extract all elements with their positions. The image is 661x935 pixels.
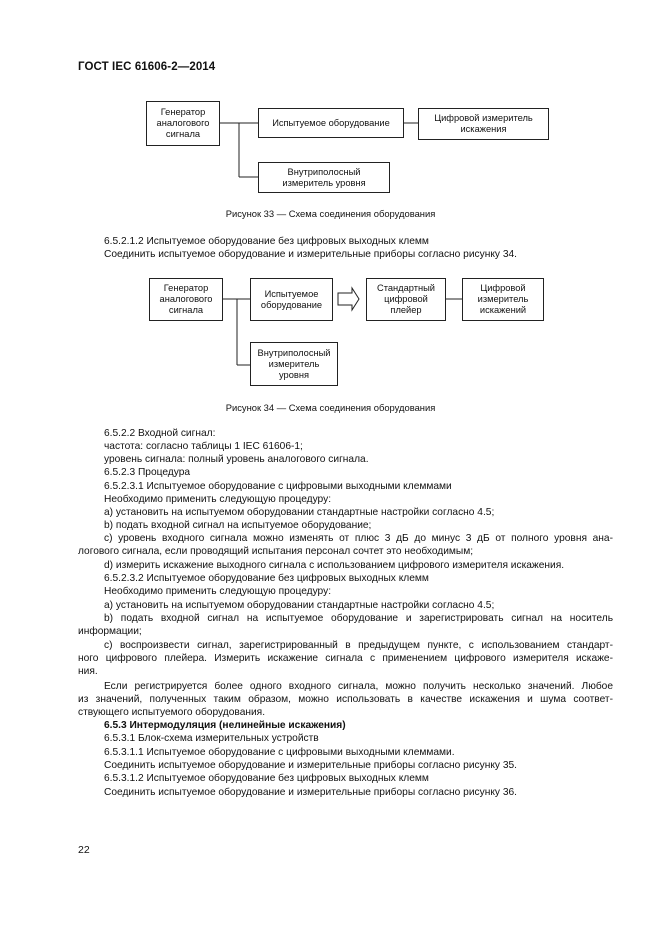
paragraph: 6.5.2.3.1 Испытуемое оборудование с цифровыми выходными клеммами <box>104 481 452 492</box>
list-item: b) подать входной сигнал на испытуемое оборудование; <box>104 520 372 531</box>
section-heading: 6.5.2.1.2 Испытуемое оборудование без цифровых выходных клемм <box>104 236 429 247</box>
paragraph: уровень сигнала: полный уровень аналогового сигнала. <box>104 454 369 465</box>
fig34-player-box: Стандартный цифровой плейер <box>366 278 446 321</box>
paragraph: Соединить испытуемое оборудование и измерительные приборы согласно рисунку 36. <box>104 787 517 798</box>
list-item: d) измерить искажение выходного сигнала с использованием цифрового измерителя искажения. <box>104 560 565 571</box>
fig34-digital-meter-box: Цифровой измеритель искажений <box>462 278 544 321</box>
paragraph: Необходимо применить следующую процедуру: <box>104 494 332 505</box>
list-item-cont: ния. <box>78 666 98 677</box>
fig33-level-meter-box: Внутриполосный измеритель уровня <box>258 162 390 193</box>
document-header: ГОСТ IEC 61606-2—2014 <box>78 61 216 73</box>
paragraph: 6.5.3.1 Блок-схема измерительных устройств <box>104 733 319 744</box>
list-item-cont: информации; <box>78 626 142 637</box>
figure-34-caption: Рисунок 34 — Схема соединения оборудования <box>225 402 436 413</box>
page-number: 22 <box>78 844 90 856</box>
fig33-generator-box: Генератор аналогового сигнала <box>146 101 220 146</box>
section-heading: 6.5.3 Интермодуляция (нелинейные искажения) <box>104 720 346 731</box>
fig33-digital-meter-box: Цифровой измеритель искажения <box>418 108 549 140</box>
paragraph-cont: ствующего испытуемого оборудования. <box>78 707 266 718</box>
list-item: а) установить на испытуемом оборудовании стандартные настройки согласно 4.5; <box>104 507 495 518</box>
fig34-level-meter-box: Внутриполосный измеритель уровня <box>250 342 338 386</box>
list-item-cont: логового сигнала, если проводящий испытания персонал сочтет это необходимым; <box>78 546 474 557</box>
paragraph: Соединить испытуемое оборудование и измерительные приборы согласно рисунку 34. <box>104 249 517 260</box>
list-item: b) подать входной сигнал на испытуемое оборудование и зарегистрировать сигнал на носитель <box>104 613 613 624</box>
paragraph-cont: из значений, полученных таким образом, можно использовать в качестве искажения и шума соответ- <box>78 694 613 705</box>
fig34-generator-box: Генератор аналогового сигнала <box>149 278 223 321</box>
list-item: а) установить на испытуемом оборудовании стандартные настройки согласно 4.5; <box>104 600 495 611</box>
figure-33-caption: Рисунок 33 — Схема соединения оборудования <box>225 208 436 219</box>
paragraph: 6.5.3.1.1 Испытуемое оборудование с цифровыми выходными клеммами. <box>104 747 455 758</box>
paragraph: Соединить испытуемое оборудование и измерительные приборы согласно рисунку 35. <box>104 760 517 771</box>
paragraph: частота: согласно таблицы 1 IEC 61606-1; <box>104 441 303 452</box>
fig34-dut-box: Испытуемое оборудование <box>250 278 333 321</box>
paragraph: 6.5.2.3 Процедура <box>104 467 191 478</box>
paragraph: Если регистрируется более одного входного сигнала, можно получить несколько значений. Любое <box>104 681 613 692</box>
fig33-dut-box: Испытуемое оборудование <box>258 108 404 138</box>
paragraph: Необходимо применить следующую процедуру: <box>104 586 332 597</box>
list-item: с) уровень входного сигнала можно изменять от плюс 3 дБ до минус 3 дБ от полного уровня ана- <box>104 533 613 544</box>
paragraph: 6.5.3.1.2 Испытуемое оборудование без цифровых выходных клемм <box>104 773 429 784</box>
paragraph: 6.5.2.2 Входной сигнал: <box>104 428 216 439</box>
list-item-cont: ного цифрового плейера. Измерить искажение сигнала с применением цифрового измерителя искаже- <box>78 653 613 664</box>
list-item: с) воспроизвести сигнал, зарегистрированный в предыдущем пункте, с использованием стандарт- <box>104 640 613 651</box>
paragraph: 6.5.2.3.2 Испытуемое оборудование без цифровых выходных клемм <box>104 573 429 584</box>
